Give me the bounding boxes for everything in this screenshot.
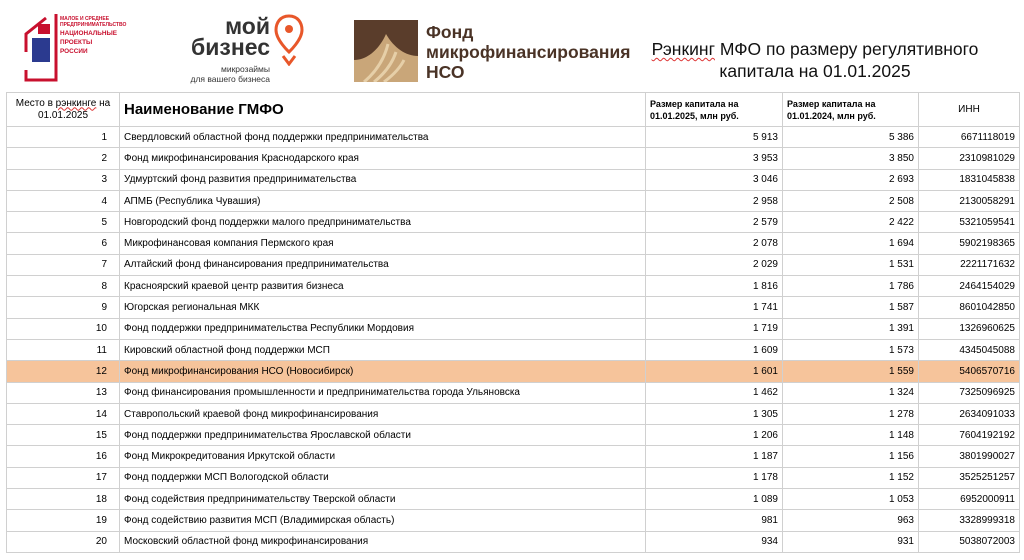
cell-place: 3 [7, 169, 120, 190]
cell-capital-2024: 3 850 [783, 148, 919, 169]
cell-capital-2024: 1 694 [783, 233, 919, 254]
cell-capital-2024: 1 152 [783, 467, 919, 488]
cell-capital-2025: 3 953 [646, 148, 783, 169]
table-row [7, 339, 1020, 360]
table-row [7, 531, 1020, 552]
cell-place: 14 [7, 403, 120, 424]
cell-inn: 1326960625 [919, 318, 1020, 339]
moy-biznes-title-1: мой [225, 13, 270, 39]
cell-name: Фонд содействия предпринимательству Тверской области [120, 489, 646, 510]
cell-place: 7 [7, 254, 120, 275]
cell-capital-2024: 1 278 [783, 403, 919, 424]
cell-name: Фонд поддержки МСП Вологодской области [120, 467, 646, 488]
title-line1-rest: МФО по размеру регулятивного [714, 39, 979, 59]
title-word-ranking: Рэнкинг [651, 39, 715, 59]
cell-name: Фонд микрофинансирования Краснодарского края [120, 148, 646, 169]
np-line4: ПРОЕКТЫ [60, 39, 93, 47]
table-row [7, 403, 1020, 424]
cell-capital-2024: 1 391 [783, 318, 919, 339]
cell-inn: 5406570716 [919, 361, 1020, 382]
cell-capital-2025: 3 046 [646, 169, 783, 190]
page-title [610, 38, 1020, 82]
cell-capital-2024: 5 386 [783, 127, 919, 148]
header-capital-2025: Размер капитала на 01.01.2025, млн руб. [646, 93, 783, 127]
cell-name: Московский областной фонд микрофинансирования [120, 531, 646, 552]
table-row [7, 169, 1020, 190]
cell-capital-2025: 2 579 [646, 212, 783, 233]
cell-capital-2024: 1 156 [783, 446, 919, 467]
cell-inn: 1831045838 [919, 169, 1020, 190]
cell-capital-2025: 981 [646, 510, 783, 531]
cell-name: Фонд поддержки предпринимательства Ярославской области [120, 425, 646, 446]
cell-inn: 7604192192 [919, 425, 1020, 446]
cell-capital-2024: 2 508 [783, 190, 919, 211]
table-row [7, 382, 1020, 403]
table-row [7, 361, 1020, 382]
cell-place: 10 [7, 318, 120, 339]
cell-place: 20 [7, 531, 120, 552]
cell-place: 19 [7, 510, 120, 531]
cell-inn: 5902198365 [919, 233, 1020, 254]
fund-logo [354, 20, 631, 84]
national-projects-logo [18, 12, 127, 84]
cell-place: 8 [7, 276, 120, 297]
table-header-row [7, 93, 1020, 127]
cell-name: Фонд Микрокредитования Иркутской области [120, 446, 646, 467]
cell-inn: 6671118019 [919, 127, 1020, 148]
cell-capital-2025: 1 089 [646, 489, 783, 510]
cell-place: 6 [7, 233, 120, 254]
cell-capital-2024: 1 786 [783, 276, 919, 297]
header-name: Наименование ГМФО [120, 93, 646, 127]
moy-biznes-pin-icon [274, 14, 304, 66]
cell-name: Фонд микрофинансирования НСО (Новосибирск) [120, 361, 646, 382]
table-row [7, 467, 1020, 488]
cell-capital-2025: 2 029 [646, 254, 783, 275]
fund-line2: микрофинансирования [426, 42, 631, 62]
fund-emblem-icon [354, 20, 418, 82]
table-row [7, 297, 1020, 318]
table-row [7, 212, 1020, 233]
cell-capital-2024: 963 [783, 510, 919, 531]
table-row [7, 489, 1020, 510]
cell-name: Ставропольский краевой фонд микрофинансирования [120, 403, 646, 424]
np-line2: ПРЕДПРИНИМАТЕЛЬСТВО [60, 22, 127, 28]
cell-capital-2025: 1 178 [646, 467, 783, 488]
table-body [7, 127, 1020, 553]
cell-capital-2024: 1 559 [783, 361, 919, 382]
header-capital-2024: Размер капитала на 01.01.2024, млн руб. [783, 93, 919, 127]
cell-capital-2025: 934 [646, 531, 783, 552]
cell-inn: 2464154029 [919, 276, 1020, 297]
table-row [7, 190, 1020, 211]
cell-capital-2025: 2 958 [646, 190, 783, 211]
cell-capital-2025: 1 609 [646, 339, 783, 360]
cell-place: 1 [7, 127, 120, 148]
cell-inn: 3801990027 [919, 446, 1020, 467]
header-place: Место в рэнкинге на 01.01.2025 [7, 93, 120, 127]
moy-biznes-sub-1: микрозаймы [221, 64, 270, 74]
cell-inn: 2221171632 [919, 254, 1020, 275]
cell-inn: 4345045088 [919, 339, 1020, 360]
cell-name: Фонд содействию развития МСП (Владимирская область) [120, 510, 646, 531]
cell-capital-2024: 1 053 [783, 489, 919, 510]
cell-place: 16 [7, 446, 120, 467]
table-row [7, 425, 1020, 446]
cell-name: Красноярский краевой центр развития бизнеса [120, 276, 646, 297]
cell-capital-2024: 1 148 [783, 425, 919, 446]
cell-place: 13 [7, 382, 120, 403]
table-row [7, 233, 1020, 254]
cell-capital-2025: 1 741 [646, 297, 783, 318]
table-row [7, 254, 1020, 275]
cell-capital-2024: 1 587 [783, 297, 919, 318]
table-row [7, 446, 1020, 467]
cell-capital-2025: 2 078 [646, 233, 783, 254]
cell-capital-2024: 2 422 [783, 212, 919, 233]
np-line3: НАЦИОНАЛЬНЫЕ [60, 30, 117, 37]
np-line1: МАЛОЕ И СРЕДНЕЕ [60, 16, 110, 22]
cell-inn: 3525251257 [919, 467, 1020, 488]
cell-inn: 6952000911 [919, 489, 1020, 510]
fund-line1: Фонд [426, 22, 474, 42]
cell-name: Фонд поддержки предпринимательства Республики Мордовия [120, 318, 646, 339]
cell-capital-2025: 1 187 [646, 446, 783, 467]
cell-place: 12 [7, 361, 120, 382]
np-line5: РОССИИ [60, 48, 88, 56]
cell-place: 4 [7, 190, 120, 211]
title-line2: капитала на 01.01.2025 [719, 61, 911, 81]
cell-inn: 7325096925 [919, 382, 1020, 403]
cell-capital-2025: 1 601 [646, 361, 783, 382]
header-inn: ИНН [919, 93, 1020, 127]
table-row [7, 318, 1020, 339]
cell-place: 18 [7, 489, 120, 510]
cell-inn: 2634091033 [919, 403, 1020, 424]
moy-biznes-title-2: бизнес [191, 34, 270, 60]
cell-capital-2024: 1 324 [783, 382, 919, 403]
ranking-table [6, 92, 1020, 553]
cell-inn: 8601042850 [919, 297, 1020, 318]
cell-name: Микрофинансовая компания Пермского края [120, 233, 646, 254]
table-row [7, 127, 1020, 148]
cell-inn: 2310981029 [919, 148, 1020, 169]
cell-place: 11 [7, 339, 120, 360]
table-row [7, 276, 1020, 297]
table-row [7, 510, 1020, 531]
cell-capital-2025: 1 719 [646, 318, 783, 339]
cell-capital-2025: 1 816 [646, 276, 783, 297]
cell-capital-2024: 1 573 [783, 339, 919, 360]
cell-capital-2024: 1 531 [783, 254, 919, 275]
cell-inn: 5321059541 [919, 212, 1020, 233]
page-header [0, 0, 1024, 92]
cell-capital-2024: 931 [783, 531, 919, 552]
cell-inn: 3328999318 [919, 510, 1020, 531]
cell-capital-2025: 5 913 [646, 127, 783, 148]
cell-name: Алтайский фонд финансирования предпринимательства [120, 254, 646, 275]
fund-line3: НСО [426, 62, 465, 82]
cell-name: Кировский областной фонд поддержки МСП [120, 339, 646, 360]
cell-inn: 5038072003 [919, 531, 1020, 552]
moy-biznes-sub-2: для вашего бизнеса [190, 74, 270, 84]
cell-name: Свердловский областной фонд поддержки предпринимательства [120, 127, 646, 148]
cell-name: Новгородский фонд поддержки малого предпринимательства [120, 212, 646, 233]
cell-inn: 2130058291 [919, 190, 1020, 211]
cell-capital-2024: 2 693 [783, 169, 919, 190]
cell-place: 17 [7, 467, 120, 488]
cell-place: 15 [7, 425, 120, 446]
cell-place: 5 [7, 212, 120, 233]
cell-place: 2 [7, 148, 120, 169]
moy-biznes-logo [170, 14, 310, 84]
cell-name: АПМБ (Республика Чувашия) [120, 190, 646, 211]
cell-capital-2025: 1 305 [646, 403, 783, 424]
table-row [7, 148, 1020, 169]
cell-name: Югорская региональная МКК [120, 297, 646, 318]
cell-capital-2025: 1 462 [646, 382, 783, 403]
cell-place: 9 [7, 297, 120, 318]
cell-name: Фонд финансирования промышленности и предпринимательства города Ульяновска [120, 382, 646, 403]
cell-name: Удмуртский фонд развития предпринимательства [120, 169, 646, 190]
cell-capital-2025: 1 206 [646, 425, 783, 446]
